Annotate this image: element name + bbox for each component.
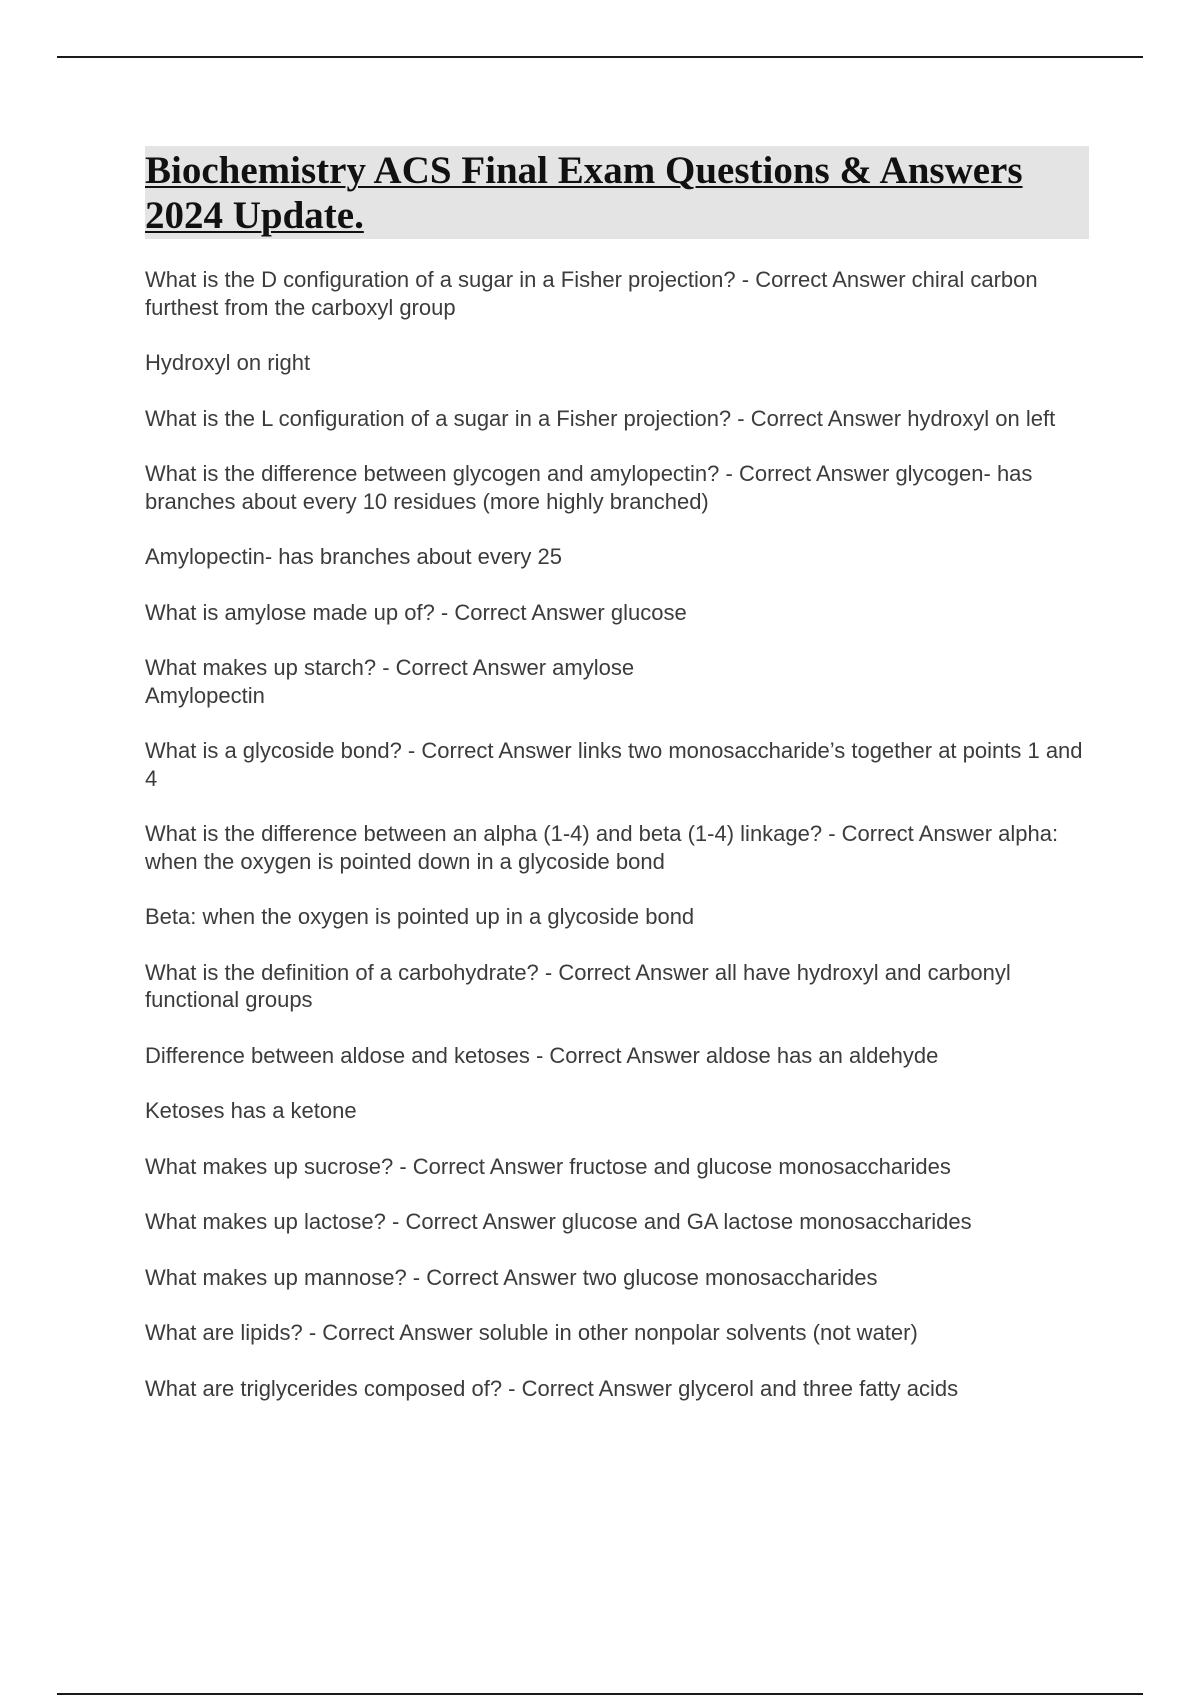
- paragraph-glycoside-bond: What is a glycoside bond? - Correct Answer links two monosaccharide’s together at points 1 and 4: [145, 738, 1083, 791]
- document-title: Biochemistry ACS Final Exam Questions & Answers 2024 Update.: [145, 149, 1023, 237]
- paragraph-lipids: What are lipids? - Correct Answer soluble in other nonpolar solvents (not water): [145, 1320, 918, 1345]
- paragraph-ketoses: Ketoses has a ketone: [145, 1098, 357, 1123]
- paragraph-mannose: What makes up mannose? - Correct Answer two glucose monosaccharides: [145, 1264, 878, 1290]
- paragraph-glycogen-amylopectin: What is the difference between glycogen and amylopectin? - Correct Answer glycogen- has branches about every 10 residues (more highly branched): [145, 461, 1033, 514]
- paragraph-l-configuration: What is the L configuration of a sugar in a Fisher projection? - Correct Answer hydroxyl on left: [145, 405, 1056, 431]
- paragraph-beta-linkage: Beta: when the oxygen is pointed up in a glycoside bond: [145, 904, 695, 929]
- paragraph-amylose: What is amylose made up of? - Correct Answer glucose: [145, 599, 687, 625]
- paragraph-aldose-ketoses: Difference between aldose and ketoses - Correct Answer aldose has an aldehyde: [145, 1042, 939, 1068]
- paragraph-alpha-beta-linkage: What is the difference between an alpha (1-4) and beta (1-4) linkage? - Correct Answer alpha: when the oxygen is pointed down in a glycoside bond: [145, 821, 1059, 874]
- paragraph-hydroxyl-right: Hydroxyl on right: [145, 350, 311, 375]
- paragraph-triglycerides: What are triglycerides composed of? - Correct Answer glycerol and three fatty acids: [145, 1375, 959, 1401]
- paragraph-sucrose: What makes up sucrose? - Correct Answer fructose and glucose monosaccharides: [145, 1153, 951, 1179]
- footer-rule: [57, 1693, 1143, 1695]
- paragraph-lactose: What makes up lactose? - Correct Answer glucose and GA lactose monosaccharides: [145, 1209, 972, 1234]
- paragraph-starch: What makes up starch? - Correct Answer amylose Amylopectin: [145, 655, 635, 708]
- document-body: [145, 266, 1089, 1430]
- paragraph-d-configuration: What is the D configuration of a sugar in a Fisher projection? - Correct Answer chiral carbon furthest from the carboxyl group: [145, 267, 1038, 320]
- paragraph-amylopectin-branches: Amylopectin- has branches about every 25: [145, 544, 563, 569]
- header-rule: [57, 56, 1143, 58]
- paragraph-carbohydrate-definition: What is the definition of a carbohydrate? - Correct Answer all have hydroxyl and carbonyl functional groups: [145, 959, 1011, 1012]
